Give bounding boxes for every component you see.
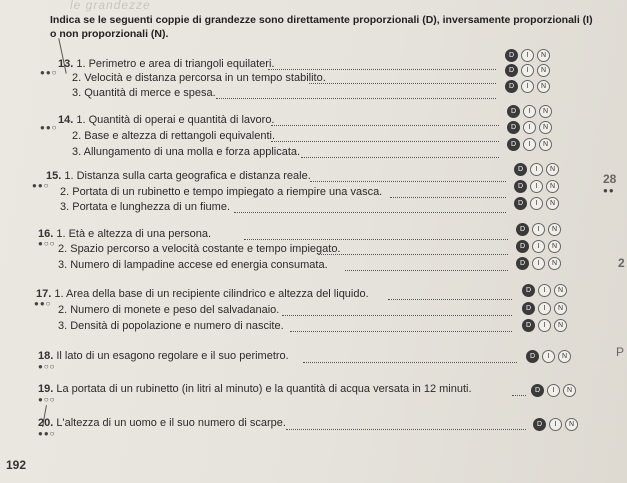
answer-line: [388, 299, 512, 300]
exercise-16-item-1: 16. 1. Età e altezza di una persona.: [38, 228, 212, 240]
side-mark-p: P: [616, 345, 625, 359]
choice-i[interactable]: I: [530, 163, 543, 176]
exercise-20-item: 20. L'altezza di un uomo e il suo numero di scarpe.: [38, 417, 286, 429]
exercise-13-item-1: 13. 1. Perimetro e area di triangoli equilateri.: [58, 58, 275, 70]
choice-n[interactable]: N: [539, 121, 552, 134]
choice-i[interactable]: I: [521, 49, 534, 62]
choice-n[interactable]: N: [537, 64, 550, 77]
choice-group[interactable]: [505, 64, 550, 77]
answer-line: [301, 157, 499, 158]
choice-d[interactable]: D: [526, 350, 539, 363]
choice-d[interactable]: D: [505, 49, 518, 62]
exercise-14-item-2: 2. Base e altezza di rettangoli equivalenti.: [72, 130, 276, 142]
answer-line: [286, 429, 526, 430]
answer-line: [309, 83, 496, 84]
choice-d[interactable]: D: [522, 319, 535, 332]
difficulty-dots: ●○○: [38, 395, 56, 404]
choice-d[interactable]: D: [505, 64, 518, 77]
choice-n[interactable]: N: [558, 350, 571, 363]
exercise-15-item-1: 15. 1. Distanza sulla carta geografica e distanza reale.: [46, 170, 311, 182]
choice-d[interactable]: D: [516, 240, 529, 253]
choice-d[interactable]: D: [522, 284, 535, 297]
choice-group[interactable]: [505, 80, 550, 93]
exercise-14-item-3: 3. Allungamento di una molla e forza applicata.: [72, 146, 301, 158]
faint-header-text: le grandezze: [70, 0, 151, 12]
difficulty-dots: ●●○: [40, 123, 58, 132]
exercise-16-item-3: 3. Numero di lampadine accese ed energia consumata.: [58, 259, 328, 271]
exercise-15-item-2: 2. Portata di un rubinetto e tempo impiegato a riempire una vasca.: [60, 186, 383, 198]
choice-d[interactable]: D: [514, 197, 527, 210]
choice-i[interactable]: I: [523, 138, 536, 151]
choice-group[interactable]: [522, 284, 567, 297]
choice-d[interactable]: D: [507, 105, 520, 118]
choice-group[interactable]: [514, 197, 559, 210]
answer-line: [282, 315, 512, 316]
answer-line: [244, 239, 508, 240]
answer-line: [271, 125, 499, 126]
choice-group[interactable]: [505, 49, 550, 62]
choice-i[interactable]: I: [523, 121, 536, 134]
answer-line: [345, 270, 508, 271]
choice-n[interactable]: N: [554, 302, 567, 315]
difficulty-dots: ●●○: [38, 429, 56, 438]
exercise-13-item-3: 3. Quantità di merce e spesa.: [72, 87, 216, 99]
choice-n[interactable]: N: [548, 240, 561, 253]
choice-group[interactable]: [516, 223, 561, 236]
difficulty-dots: ●○○: [38, 362, 56, 371]
choice-i[interactable]: I: [538, 319, 551, 332]
choice-group[interactable]: [514, 180, 559, 193]
choice-i[interactable]: I: [532, 240, 545, 253]
choice-group[interactable]: [507, 105, 552, 118]
choice-d[interactable]: D: [516, 257, 529, 270]
choice-d[interactable]: D: [505, 80, 518, 93]
choice-d[interactable]: D: [514, 180, 527, 193]
choice-group[interactable]: [533, 418, 578, 431]
answer-line: [234, 212, 506, 213]
choice-d[interactable]: D: [522, 302, 535, 315]
choice-group[interactable]: [531, 384, 576, 397]
answer-line: [310, 181, 506, 182]
choice-n[interactable]: N: [546, 163, 559, 176]
choice-n[interactable]: N: [537, 80, 550, 93]
choice-group[interactable]: [516, 240, 561, 253]
exercise-13-item-2: 2. Velocità e distanza percorsa in un tempo stabilito.: [72, 72, 326, 84]
choice-d[interactable]: D: [507, 121, 520, 134]
choice-n[interactable]: N: [548, 257, 561, 270]
choice-group[interactable]: [514, 163, 559, 176]
side-mark-28: 28: [603, 172, 617, 186]
choice-i[interactable]: I: [547, 384, 560, 397]
choice-group[interactable]: [507, 138, 552, 151]
choice-n[interactable]: N: [565, 418, 578, 431]
answer-line: [390, 197, 506, 198]
choice-n[interactable]: N: [548, 223, 561, 236]
exercise-17-item-2: 2. Numero di monete e peso del salvadanaio.: [58, 304, 280, 316]
choice-d[interactable]: D: [533, 418, 546, 431]
choice-n[interactable]: N: [554, 284, 567, 297]
answer-line: [303, 362, 517, 363]
exercise-18-item: 18. Il lato di un esagono regolare e il suo perimetro.: [38, 350, 289, 362]
choice-n[interactable]: N: [539, 138, 552, 151]
choice-d[interactable]: D: [531, 384, 544, 397]
choice-n[interactable]: N: [546, 180, 559, 193]
choice-i[interactable]: I: [549, 418, 562, 431]
choice-group[interactable]: [526, 350, 571, 363]
choice-n[interactable]: N: [539, 105, 552, 118]
answer-line: [512, 395, 526, 396]
exercise-16-item-2: 2. Spazio percorso a velocità costante e tempo impiegato.: [58, 243, 341, 255]
exercise-15-item-3: 3. Portata e lunghezza di un fiume.: [60, 201, 230, 213]
choice-i[interactable]: I: [530, 197, 543, 210]
choice-d[interactable]: D: [516, 223, 529, 236]
exercise-17-item-3: 3. Densità di popolazione e numero di nascite.: [58, 320, 284, 332]
instructions-line-1: Indica se le seguenti coppie di grandezze sono direttamente proporzionali (D), inversamente proporzionali (I): [50, 14, 593, 26]
difficulty-dots: ●●○: [34, 299, 52, 308]
difficulty-dots: ●●○: [40, 68, 58, 77]
answer-line: [290, 331, 512, 332]
choice-d[interactable]: D: [514, 163, 527, 176]
choice-i[interactable]: I: [521, 64, 534, 77]
choice-d[interactable]: D: [507, 138, 520, 151]
difficulty-dots: ●○○: [38, 239, 56, 248]
choice-i[interactable]: I: [532, 257, 545, 270]
choice-i[interactable]: I: [542, 350, 555, 363]
choice-n[interactable]: N: [546, 197, 559, 210]
side-mark-2: 2: [618, 256, 625, 270]
choice-i[interactable]: I: [538, 302, 551, 315]
choice-group[interactable]: [522, 319, 567, 332]
choice-n[interactable]: N: [537, 49, 550, 62]
choice-group[interactable]: [522, 302, 567, 315]
choice-i[interactable]: I: [532, 223, 545, 236]
choice-i[interactable]: I: [530, 180, 543, 193]
instructions-line-2: o non proporzionali (N).: [50, 28, 169, 40]
answer-line: [318, 254, 508, 255]
choice-i[interactable]: I: [521, 80, 534, 93]
difficulty-dots: ●●○: [32, 181, 50, 190]
difficulty-dots: ●●: [603, 186, 615, 195]
exercise-14-item-1: 14. 1. Quantità di operai e quantità di lavoro.: [58, 114, 275, 126]
answer-line: [216, 98, 496, 99]
choice-group[interactable]: [516, 257, 561, 270]
instructions: [50, 13, 593, 41]
choice-i[interactable]: I: [538, 284, 551, 297]
answer-line: [271, 141, 499, 142]
exercise-17-item-1: 17. 1. Area della base di un recipiente cilindrico e altezza del liquido.: [36, 288, 369, 300]
choice-i[interactable]: I: [523, 105, 536, 118]
choice-n[interactable]: N: [563, 384, 576, 397]
page-number: 192: [6, 458, 27, 472]
choice-n[interactable]: N: [554, 319, 567, 332]
exercise-19-item: 19. La portata di un rubinetto (in litri al minuto) e la quantità di acqua versata in 12 minuti.: [38, 383, 472, 395]
answer-line: [268, 69, 496, 70]
choice-group[interactable]: [507, 121, 552, 134]
